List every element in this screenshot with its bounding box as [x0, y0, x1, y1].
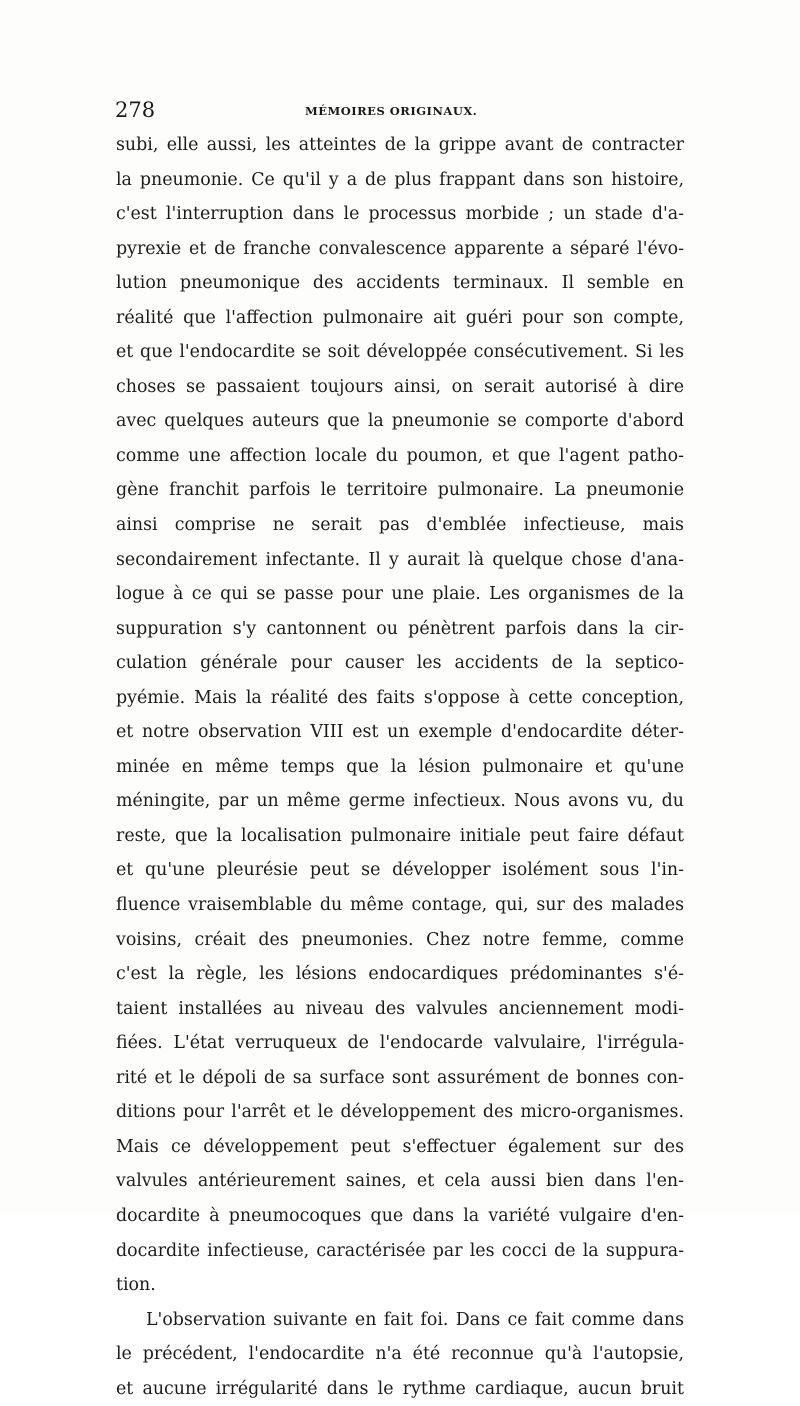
text-line: secondairement infectante. Il y aurait là quelque chose d'ana-: [116, 549, 684, 570]
text-line: pyémie. Mais la réalité des faits s'oppose à cette conception,: [116, 687, 684, 708]
text-line: pyrexie et de franche convalescence apparente a séparé l'évo-: [116, 238, 684, 259]
text-line: reste, que la localisation pulmonaire initiale peut faire défaut: [116, 825, 684, 846]
running-title: MÉMOIRES ORIGINAUX.: [305, 104, 478, 118]
text-line: la pneumonie. Ce qu'il y a de plus frappant dans son histoire,: [116, 169, 684, 190]
page-number: 278: [115, 98, 156, 122]
text-line: choses se passaient toujours ainsi, on serait autorisé à dire: [116, 376, 684, 397]
text-line: gène franchit parfois le territoire pulmonaire. La pneumonie: [116, 480, 684, 501]
text-line: Mais ce développement peut s'effectuer également sur des: [116, 1136, 684, 1157]
text-line: fiées. L'état verruqueux de l'endocarde valvulaire, l'irrégula-: [116, 1033, 684, 1054]
text-line: ditions pour l'arrêt et le développement des micro-organismes.: [116, 1102, 684, 1123]
text-line: docardite à pneumocoques que dans la variété vulgaire d'en-: [116, 1205, 684, 1226]
text-line: c'est la règle, les lésions endocardiques prédominantes s'é-: [116, 964, 684, 985]
text-line: minée en même temps que la lésion pulmonaire et qu'une: [116, 756, 684, 777]
text-line: subi, elle aussi, les atteintes de la grippe avant de contracter: [116, 135, 684, 155]
text-line: taient installées au niveau des valvules anciennement modi-: [116, 998, 684, 1019]
body-text: [116, 128, 684, 1406]
text-line: fluence vraisemblable du même contage, qui, sur des malades: [116, 895, 684, 916]
text-line: et aucune irrégularité dans le rythme cardiaque, aucun bruit: [116, 1378, 684, 1399]
text-line: logue à ce qui se passe pour une plaie. Les organismes de la: [116, 584, 684, 605]
text-line: lution pneumonique des accidents terminaux. Il semble en: [116, 273, 684, 294]
text-line: culation générale pour causer les accidents de la septico-: [116, 653, 684, 674]
text-line: voisins, créait des pneumonies. Chez notre femme, comme: [116, 929, 684, 950]
text-line: ainsi comprise ne serait pas d'emblée infectieuse, mais: [116, 515, 684, 536]
text-line: le précédent, l'endocardite n'a été reconnue qu'à l'autopsie,: [116, 1344, 684, 1365]
text-line: comme une affection locale du poumon, et que l'agent patho-: [116, 445, 684, 466]
text-line: suppuration s'y cantonnent ou pénètrent parfois dans la cir-: [116, 618, 684, 639]
text-line: rité et le dépoli de sa surface sont assurément de bonnes con-: [116, 1067, 684, 1088]
text-line: c'est l'interruption dans le processus morbide ; un stade d'a-: [116, 204, 684, 225]
text-line: et notre observation VIII est un exemple d'endocardite déter-: [116, 722, 684, 743]
text-line: valvules antérieurement saines, et cela aussi bien dans l'en-: [116, 1171, 684, 1192]
text-line: réalité que l'affection pulmonaire ait guéri pour son compte,: [116, 307, 684, 328]
text-line: docardite infectieuse, caractérisée par les cocci de la suppura-: [116, 1240, 684, 1261]
text-line: avec quelques auteurs que la pneumonie se comporte d'abord: [116, 411, 684, 432]
page-header: [115, 98, 685, 128]
text-line: tion.: [116, 1275, 156, 1296]
text-line: et que l'endocardite se soit développée consécutivement. Si les: [116, 342, 684, 363]
text-line: L'observation suivante en fait foi. Dans ce fait comme dans: [146, 1309, 684, 1330]
text-line: méningite, par un même germe infectieux. Nous avons vu, du: [116, 791, 684, 812]
text-line: et qu'une pleurésie peut se développer isolément sous l'in-: [116, 860, 684, 881]
